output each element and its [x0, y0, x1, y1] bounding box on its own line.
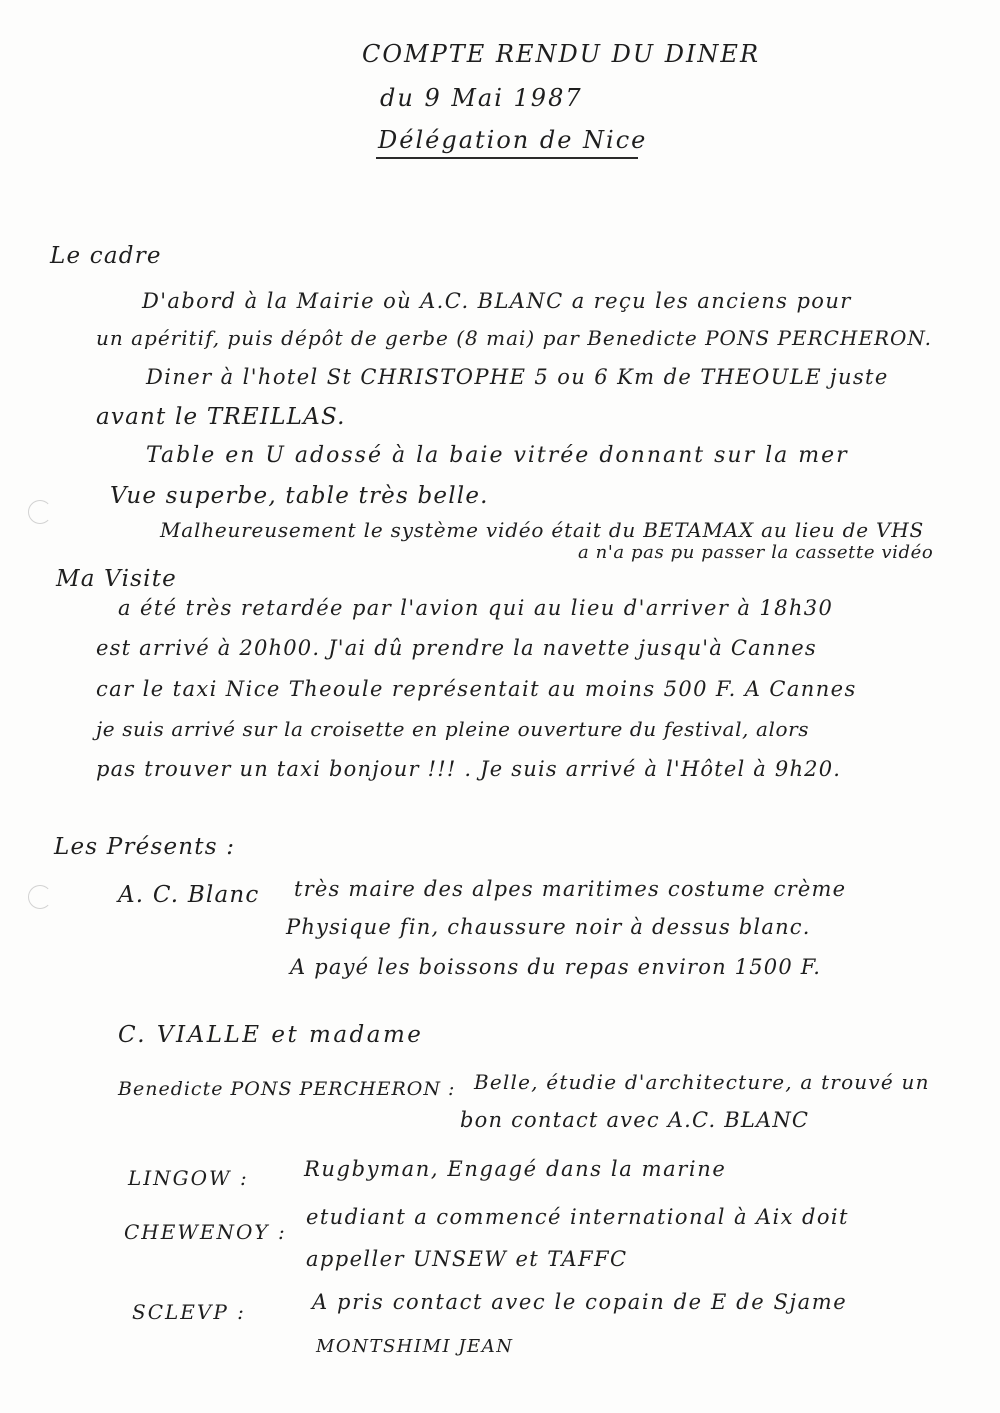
section-heading-visite: Ma Visite — [56, 566, 177, 592]
cadre-line: Malheureusement le système vidéo était du BETAMAX au lieu de VHS — [160, 518, 924, 542]
person-name-blanc: A. C. Blanc — [118, 882, 260, 908]
cadre-line: un apéritif, puis dépôt de gerbe (8 mai) par Benedicte PONS PERCHERON. — [96, 326, 933, 350]
section-heading-presents: Les Présents : — [54, 834, 236, 860]
person-name-sclevp: SCLEVP : — [132, 1300, 246, 1324]
chevenoy-description-line: etudiant a commencé international à Aix doit — [306, 1205, 849, 1229]
blanc-description-line: Physique fin, chaussure noir à dessus blanc. — [286, 915, 811, 939]
title-line-3: Délégation de Nice — [378, 126, 648, 154]
pons-description-line: Belle, étudie d'architecture, a trouvé un — [474, 1070, 930, 1094]
blanc-description-line: très maire des alpes maritimes costume crème — [294, 877, 847, 901]
visite-line: je suis arrivé sur la croisette en pleine ouverture du festival, alors — [96, 717, 810, 741]
title-line-2: du 9 Mai 1987 — [380, 84, 583, 112]
section-heading-cadre: Le cadre — [50, 243, 162, 269]
cadre-line: Vue superbe, table très belle. — [110, 483, 489, 509]
visite-line: pas trouver un taxi bonjour !!! . Je suis arrivé à l'Hôtel à 9h20. — [96, 757, 842, 781]
visite-line: a été très retardée par l'avion qui au lieu d'arriver à 18h30 — [118, 596, 834, 620]
pons-description-line: bon contact avec A.C. BLANC — [460, 1108, 810, 1132]
cadre-line: Diner à l'hotel St CHRISTOPHE 5 ou 6 Km de THEOULE juste — [146, 365, 889, 389]
sclevp-description-line: A pris contact avec le copain de E de Sjame — [312, 1290, 848, 1314]
lingow-description: Rugbyman, Engagé dans la marine — [304, 1157, 727, 1181]
title-line-1: COMPTE RENDU DU DINER — [362, 40, 761, 68]
cadre-line: avant le TREILLAS. — [96, 404, 346, 430]
cadre-line: Table en U adossé à la baie vitrée donnant sur la mer — [146, 443, 849, 468]
cadre-line: D'abord à la Mairie où A.C. BLANC a reçu les anciens pour — [142, 289, 852, 313]
blanc-description-line: A payé les boissons du repas environ 1500 F. — [290, 955, 822, 979]
person-name-pons: Benedicte PONS PERCHERON : — [118, 1078, 456, 1100]
sclevp-description-line: MONTSHIMI JEAN — [316, 1336, 514, 1357]
person-name-lingow: LINGOW : — [128, 1166, 249, 1190]
punch-hole-mark — [28, 500, 52, 524]
person-name-vialle: C. VIALLE et madame — [118, 1022, 424, 1048]
cadre-line: a n'a pas pu passer la cassette vidéo — [578, 542, 934, 563]
visite-line: car le taxi Nice Theoule représentait au moins 500 F. A Cannes — [96, 677, 857, 701]
visite-line: est arrivé à 20h00. J'ai dû prendre la navette jusqu'à Cannes — [96, 636, 817, 660]
title-underline — [376, 157, 638, 159]
punch-hole-mark — [28, 885, 52, 909]
chevenoy-description-line: appeller UNSEW et TAFFC — [306, 1247, 628, 1271]
person-name-chevenoy: CHEWENOY : — [124, 1220, 287, 1244]
